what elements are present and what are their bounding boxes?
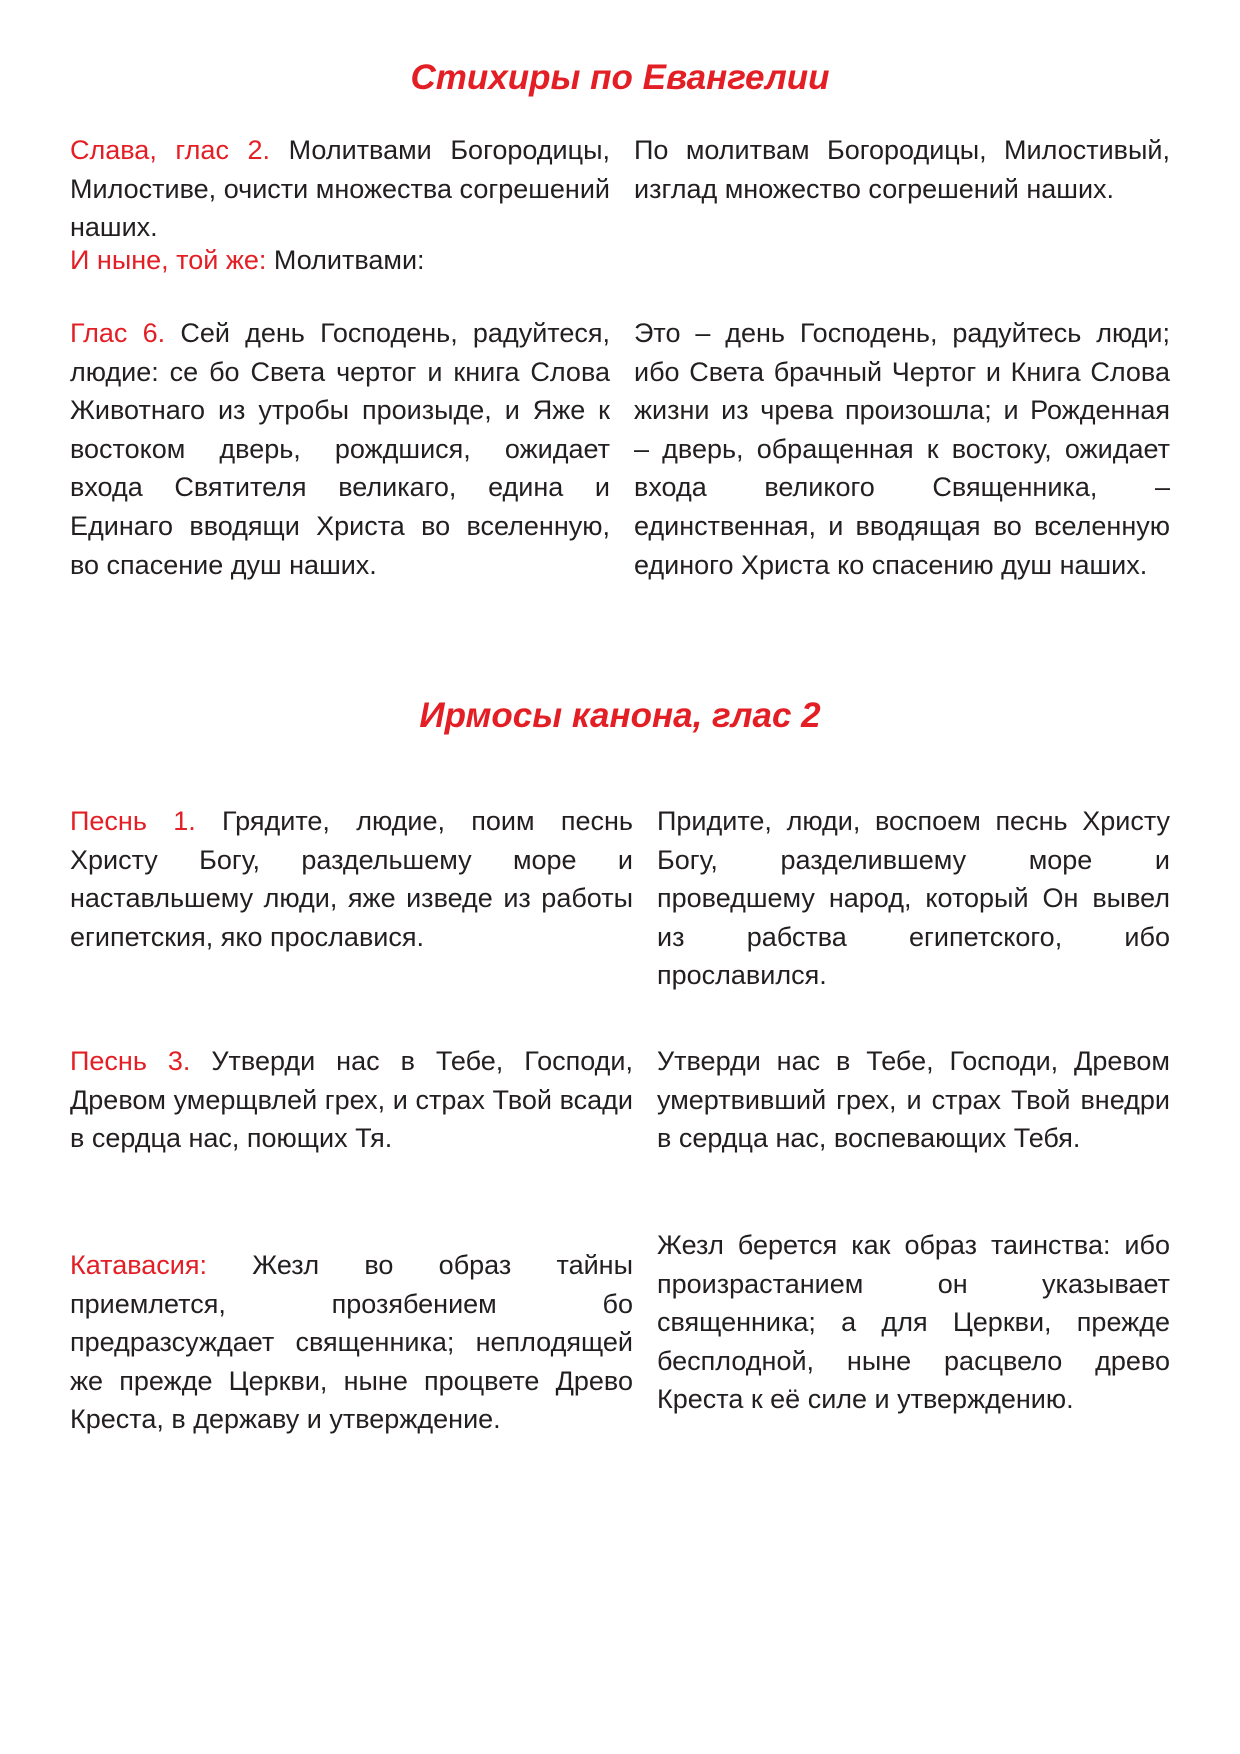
church-slavonic-text: Молитвами Богородицы, Милостиве, очисти множества согрешений наших. xyxy=(70,135,610,243)
ode1-russian: Придите, люди, воспоем песнь Христу Богу, разделившему море и проведшему народ, который Он вывел из рабства египетского, ибо прославился. xyxy=(657,806,1170,991)
rubric-label: Песнь 3. xyxy=(70,1046,191,1076)
katavasia-russian: Жезл берется как образ таинства: ибо произрастанием он указывает священника; а для Церкви, прежде бесплодной, ныне расцвело древо Креста к её силе и утверждению. xyxy=(657,1230,1170,1415)
rubric-label: Глас 6. xyxy=(70,318,166,348)
ode1-church-slavonic xyxy=(70,802,633,956)
church-slavonic-text: Утверди нас в Тебе, Господи, Древом умерщвлей грех, и страх Твой всади в сердца нас, поющих Тя. xyxy=(70,1046,633,1154)
stichera-and-now-church-slavonic xyxy=(70,241,610,280)
rubric-label: Катавасия: xyxy=(70,1250,207,1280)
stichera-glory-church-slavonic xyxy=(70,131,610,247)
church-slavonic-text: Сей день Господень, радуйтеся, людие: се бо Света чертог и книга Слова Животнаго из утробы произыде, и Яже к востоком дверь, рождшися, ожидает входа Святителя великаго, едина и Единаго вводящи Христа во вселенную, во спасение душ наших. xyxy=(70,318,610,580)
katavasia-church-slavonic xyxy=(70,1246,633,1439)
church-slavonic-text: Молитвами: xyxy=(266,245,425,275)
stichera-tone6-russian: Это – день Господень, радуйтесь люди; ибо Света брачный Чертог и Книга Слова жизни из чрева произошла; и Рожденная – дверь, обращенная к востоку, ожидает входа великого Священника, – единственная, и вводящая во вселенную единого Христа ко спасению душ наших. xyxy=(634,318,1170,580)
church-slavonic-text: Грядите, людие, поим песнь Христу Богу, раздельшему море и наставльшему люди, яже изведе из работы египетския, яко прославися. xyxy=(70,806,633,952)
stichera-glory-russian: По молитвам Богородицы, Милостивый, изглад множество согрешений наших. xyxy=(634,135,1170,204)
church-slavonic-text: Жезл во образ тайны приемлется, прозябением бо предразсуждает священника; неплодящей же прежде Церкви, ныне процвете Древо Креста, в державу и утверждение. xyxy=(70,1250,633,1435)
stichera-tone6-church-slavonic xyxy=(70,314,610,584)
rubric-label: Песнь 1. xyxy=(70,806,196,836)
ode3-church-slavonic xyxy=(70,1042,633,1158)
section-title-stichera: Стихиры по Евангелии xyxy=(410,58,830,97)
section-title-irmoi: Ирмосы канона, глас 2 xyxy=(419,696,821,735)
rubric-label: И ныне, той же: xyxy=(70,245,267,275)
ode3-russian: Утверди нас в Тебе, Господи, Древом умертвивший грех, и страх Твой внедри в сердца нас, воспевающих Тебя. xyxy=(657,1046,1170,1154)
rubric-label: Слава, глас 2. xyxy=(70,135,271,165)
